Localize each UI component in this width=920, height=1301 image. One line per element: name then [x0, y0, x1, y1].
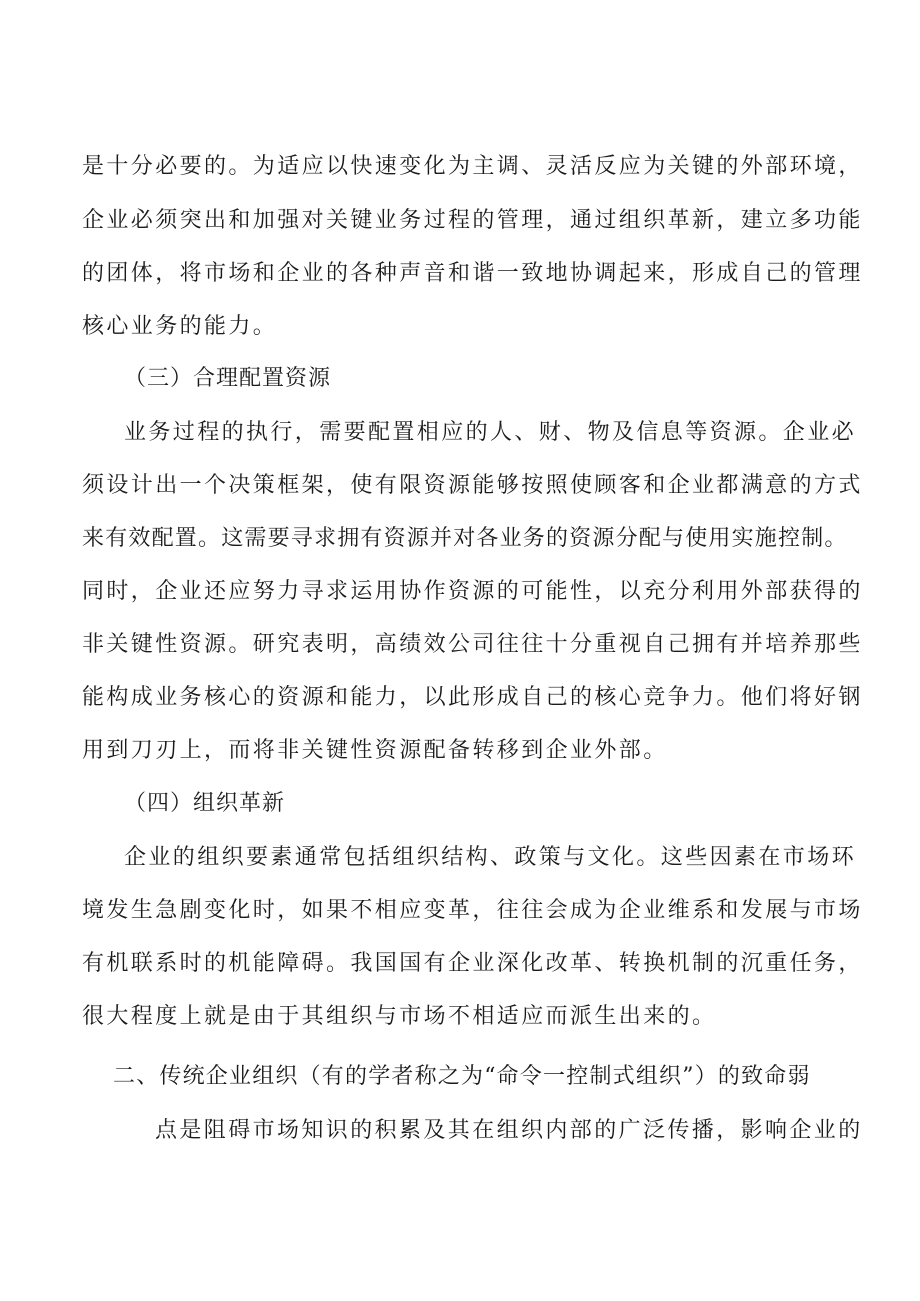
- paragraph-2-line-3: 来有效配置。这需要寻求拥有资源并对各业务的资源分配与使用实施控制。: [82, 526, 848, 551]
- paragraph-2-line-7: 用到刀刃上，而将非关键性资源配备转移到企业外部。: [82, 738, 668, 763]
- paragraph-2-line-5: 非关键性资源。研究表明，高绩效公司往往十分重视自己拥有并培养那些: [82, 632, 863, 657]
- section-2-line-2: 点是阻碍市场知识的积累及其在组织内部的广泛传播，影响企业的: [155, 1118, 863, 1143]
- paragraph-1-line-3: 的团体，将市场和企业的各种声音和谐一致地协调起来，形成自己的管理: [82, 261, 863, 286]
- section-heading-3: （三）合理配置资源: [124, 366, 332, 391]
- paragraph-3-line-1: 企业的组织要素通常包括组织结构、政策与文化。这些因素在市场环: [124, 845, 857, 870]
- section-heading-4: （四）组织革新: [124, 791, 286, 816]
- paragraph-3-line-2: 境发生急剧变化时，如果不相应变革，往往会成为企业维系和发展与市场: [82, 898, 863, 923]
- paragraph-2-line-4: 同时，企业还应努力寻求运用协作资源的可能性，以充分利用外部获得的: [82, 579, 863, 604]
- paragraph-1-line-2: 企业必须突出和加强对关键业务过程的管理，通过组织革新，建立多功能: [82, 208, 863, 233]
- paragraph-1-line-1: 是十分必要的。为适应以快速变化为主调、灵活反应为关键的外部环境，: [82, 154, 863, 179]
- paragraph-2-line-6: 能构成业务核心的资源和能力，以此形成自己的核心竞争力。他们将好钢: [82, 685, 863, 710]
- paragraph-3-line-4: 很大程度上就是由于其组织与市场不相适应而派生出来的。: [82, 1004, 717, 1029]
- paragraph-2-line-1: 业务过程的执行，需要配置相应的人、财、物及信息等资源。企业必: [124, 420, 857, 445]
- paragraph-1-line-4: 核心业务的能力。: [82, 314, 278, 339]
- paragraph-2-line-2: 须设计出一个决策框架，使有限资源能够按照使顾客和企业都满意的方式: [82, 473, 863, 498]
- section-2-line-1: 二、传统企业组织（有的学者称之为“命令一控制式组织”）的致命弱: [113, 1064, 811, 1089]
- paragraph-3-line-3: 有机联系时的机能障碍。我国国有企业深化改革、转换机制的沉重任务，: [82, 951, 863, 976]
